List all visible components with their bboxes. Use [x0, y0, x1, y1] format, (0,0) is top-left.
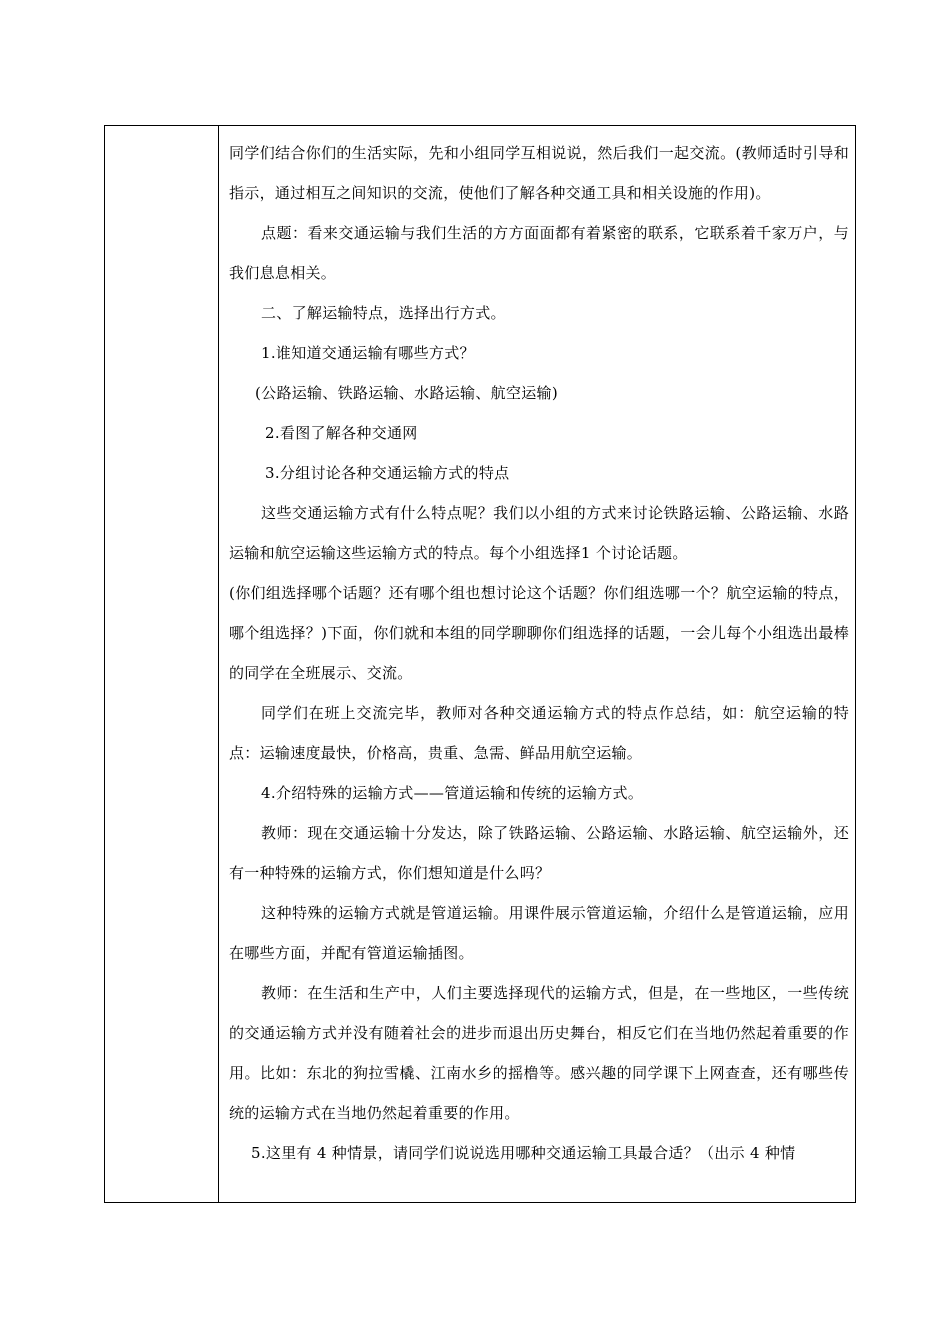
item-five: 5.这里有 4 种情景，请同学们说说选用哪种交通运输工具最合适？（出示 4 种情 — [251, 1144, 796, 1162]
paragraph-pipeline: 这种特殊的运输方式就是管道运输。用课件展示管道运输，介绍什么是管道运输，应用在哪些方面，并配有管道运输插图。 — [229, 904, 849, 962]
item-three: 3.分组讨论各种交通运输方式的特点 — [265, 464, 510, 482]
item-two: 2.看图了解各种交通网 — [265, 424, 418, 442]
item-one: 1.谁知道交通运输有哪些方式？ — [261, 344, 475, 362]
item-one-answer: (公路运输、铁路运输、水路运输、航空运输) — [255, 384, 559, 402]
section-heading-two: 二、了解运输特点，选择出行方式。 — [261, 304, 506, 322]
item-four: 4.介绍特殊的运输方式——管道运输和传统的运输方式。 — [261, 784, 644, 802]
paragraph-group-choice: (你们组选择哪个话题？还有哪个组也想讨论这个话题？你们组选哪一个？航空运输的特点，哪个组选择？)下面，你们就和本组的同学聊聊你们组选择的话题，一会儿每个小组选出最棒的同学在全班展示、交流。 — [229, 584, 849, 682]
paragraph-teacher-1: 教师：现在交通运输十分发达，除了铁路运输、公路运输、水路运输、航空运输外，还有一种特殊的运输方式，你们想知道是什么吗？ — [229, 824, 849, 882]
lesson-table — [104, 125, 856, 1203]
content-cell — [229, 133, 849, 1173]
paragraph-point: 点题：看来交通运输与我们生活的方方面面都有着紧密的联系，它联系着千家万户，与我们息息相关。 — [229, 224, 849, 282]
paragraph-summary: 同学们在班上交流完毕，教师对各种交通运输方式的特点作总结，如：航空运输的特点：运输速度最快，价格高，贵重、急需、鲜品用航空运输。 — [229, 704, 849, 762]
left-column-cell — [105, 126, 219, 1202]
paragraph-teacher-2: 教师：在生活和生产中，人们主要选择现代的运输方式，但是，在一些地区，一些传统的交通运输方式并没有随着社会的进步而退出历史舞台，相反它们在当地仍然起着重要的作用。比如：东北的狗拉雪橇、江南水乡的摇橹等。感兴趣的同学课下上网查查，还有哪些传统的运输方式在当地仍然起着重要的作用。 — [229, 984, 849, 1122]
paragraph-discussion: 这些交通运输方式有什么特点呢？我们以小组的方式来讨论铁路运输、公路运输、水路运输和航空运输这些运输方式的特点。每个小组选择1 个讨论话题。 — [229, 504, 849, 562]
paragraph-intro: 同学们结合你们的生活实际，先和小组同学互相说说，然后我们一起交流。(教师适时引导和指示，通过相互之间知识的交流，使他们了解各种交通工具和相关设施的作用)。 — [229, 144, 849, 202]
